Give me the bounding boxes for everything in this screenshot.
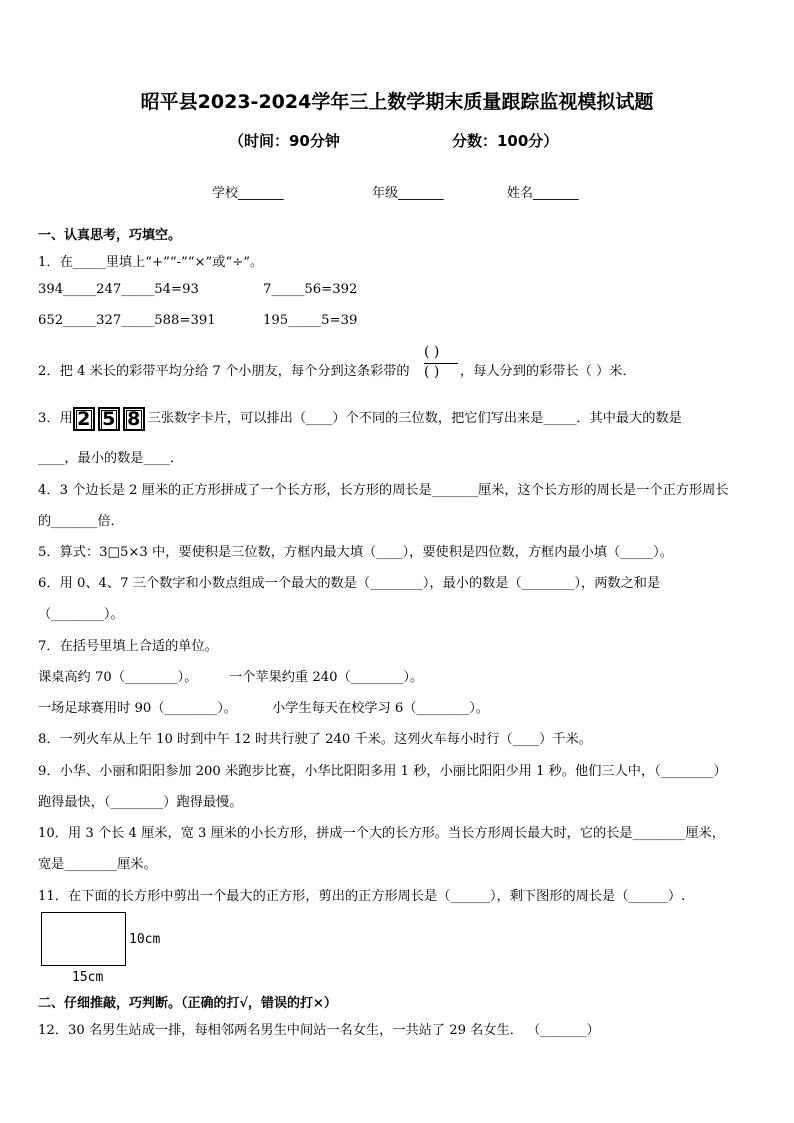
fraction-blank	[424, 344, 439, 380]
question-7-c: 一场足球赛用时 90（________）。	[38, 701, 237, 716]
question-3-prefix: 3．用	[38, 411, 73, 426]
question-3-text: 三张数字卡片，可以排出（____）个不同的三位数，把它们写出来是_____．其中最大的数是	[147, 411, 682, 426]
question-7-d: 小学生每天在校学习 6（________）。	[272, 701, 489, 716]
digit-card-2: 2	[73, 407, 95, 431]
question-2-tail: ，每人分到的彩带长（ ）米．	[460, 364, 636, 379]
question-1-row2-a: 652_____327_____588=391	[38, 313, 216, 328]
question-7: 7．在括号里填上合适的单位。	[38, 639, 218, 654]
section-1-heading: 一、认真思考，巧填空。	[38, 228, 182, 243]
rectangle-figure	[41, 912, 126, 966]
question-4-line2: 的_______倍．	[38, 514, 124, 529]
exam-time: （时间：90分钟	[229, 132, 340, 150]
fraction-bar	[424, 363, 458, 364]
digit-card-8: 8	[123, 407, 145, 431]
question-10-line2: 宽是________厘米。	[38, 857, 157, 872]
question-3-line2: ____，最小的数是____．	[38, 451, 184, 466]
exam-score: 分数：100分）	[452, 132, 559, 150]
digit-card-5: 5	[98, 407, 120, 431]
grade-field: 年级_______	[372, 186, 444, 201]
question-3	[38, 406, 682, 432]
question-10-line1: 10．用 3 个长 4 厘米，宽 3 厘米的小长方形，拼成一个大的长方形。当长方形周长最大时，它的长是________厘米，	[38, 826, 725, 841]
question-1: 1．在_____里填上“+”“-”“×”或“÷”。	[38, 255, 264, 270]
question-11: 11．在下面的长方形中剪出一个最大的正方形，剪出的正方形周长是（______），剩下图形的周长是（______）.	[38, 889, 686, 904]
question-7-a: 课桌高约 70（________）。	[38, 670, 198, 685]
rectangle-height-label: 10cm	[129, 932, 161, 947]
question-5: 5．算式：3□5×3 中，要使积是三位数，方框内最大填（____），要使积是四位数，方框内最小填（_____）。	[38, 545, 673, 560]
question-1-row1-b: 7_____56=392	[263, 282, 358, 297]
question-2-text: 2．把 4 米长的彩带平均分给 7 个小朋友，每个分到这条彩带的	[38, 364, 410, 379]
page-title: 昭平县2023-2024学年三上数学期末质量跟踪监视模拟试题	[140, 91, 654, 113]
question-4-line1: 4．3 个边长是 2 厘米的正方形拼成了一个长方形，长方形的周长是_______厘米，这个长方形的周长是一个正方形周长	[38, 483, 729, 498]
question-1-row1-a: 394_____247_____54=93	[38, 282, 199, 297]
fraction-denominator: ( )	[424, 364, 440, 380]
question-1-row2-b: 195_____5=39	[263, 313, 358, 328]
question-7-b: 一个苹果约重 240（________）。	[229, 670, 424, 685]
fraction-numerator: ( )	[424, 344, 440, 360]
question-6-line1: 6．用 0、4、7 三个数字和小数点组成一个最大的数是（________），最小的数是（________），两数之和是	[38, 576, 661, 591]
rectangle-width-label: 15cm	[72, 970, 104, 985]
question-9-line1: 9．小华、小丽和阳阳参加 200 米跑步比赛，小华比阳阳多用 1 秒，小丽比阳阳少用 1 秒。他们三人中，（________）	[38, 764, 727, 779]
question-8: 8．一列火车从上午 10 时到中午 12 时共行驶了 240 千米。这列火车每小时行（____）千米。	[38, 732, 592, 747]
name-field: 姓名_______	[507, 186, 579, 201]
question-12: 12．30 名男生站成一排，每相邻两名男生中间站一名女生，一共站了 29 名女生． （_______）	[38, 1023, 600, 1038]
question-9-line2: 跑得最快，（________）跑得最慢。	[38, 795, 243, 810]
school-field: 学校_______	[212, 186, 284, 201]
question-6-line2: （________）。	[38, 607, 124, 622]
section-2-heading: 二、仔细推敲，巧判断。（正确的打√，错误的打×）	[38, 996, 337, 1011]
